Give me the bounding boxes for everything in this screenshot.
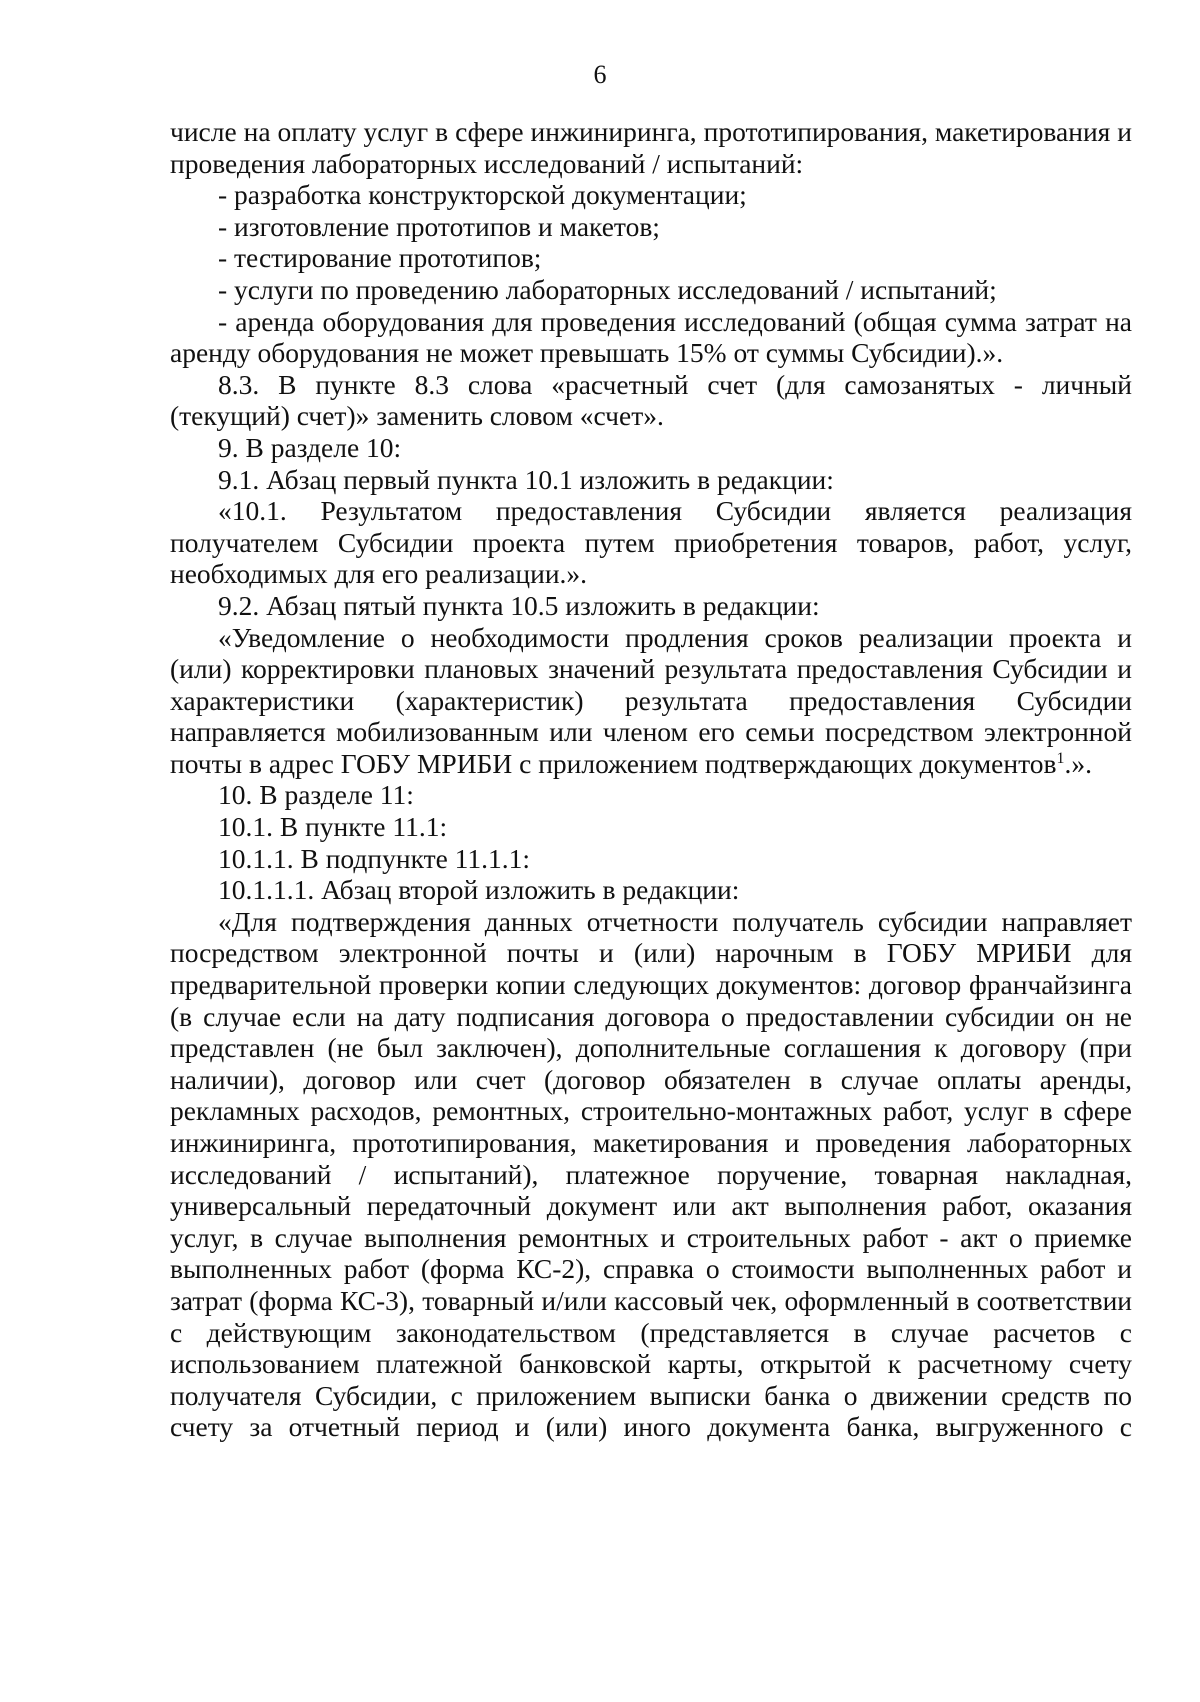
quote-10-1: «10.1. Результатом предоставления Субсидии является реализация получателем Субсидии проекта путем приобретения товаров, работ, услуг, необходимых для его реализации.».	[170, 495, 1132, 590]
paragraph-9-1: 9.1. Абзац первый пункта 10.1 изложить в редакции:	[218, 463, 834, 495]
footnote-mark: 1	[1056, 749, 1065, 767]
paragraph-8-3: 8.3. В пункте 8.3 слова «расчетный счет (для самозанятых - личный (текущий) счет)» заменить словом «счет».	[170, 368, 1132, 432]
list-item: - тестирование прототипов;	[218, 242, 542, 274]
list-item: - услуги по проведению лабораторных исследований / испытаний;	[218, 273, 997, 305]
paragraph-10-1-1-1: 10.1.1.1. Абзац второй изложить в редакции:	[218, 874, 740, 906]
quote-reporting-documents: «Для подтверждения данных отчетности получатель субсидии направляет посредством электронной почты и (или) нарочным в ГОБУ МРИБИ для предварительной проверки копии следующих документов: договор франчайзинга (в случае если на дату подписания договора о предоставлении субсидии он не представлен (не был заключен), дополнительные соглашения к договору (при наличии), договор или счет (договор обязателен в случае оплаты аренды, рекламных расходов, ремонтных, строительно-монтажных работ, услуг в сфере инжиниринга, прототипирования, макетирования и проведения лабораторных исследований / испытаний), платежное поручение, товарная накладная, универсальный передаточный документ или акт выполнения работ, оказания услуг, в случае выполнения ремонтных и строительных работ - акт о приемке выполненных работ (форма КС-2), справка о стоимости выполненных работ и затрат (форма КС-3), товарный и/или кассовый чек, оформленный в соответствии с действующим законодательством (представляется в случае расчетов с использованием платежной банковской карты, открытой к расчетному счету получателя Субсидии, с приложением выписки банка о движении средств по счету за отчетный период и (или) иного документа банка, выгруженного с	[170, 905, 1132, 1443]
paragraph-continuation: числе на оплату услуг в сфере инжиниринга, прототипирования, макетирования и проведения лабораторных исследований / испытаний:	[170, 116, 1132, 179]
quote-10-5	[170, 622, 1132, 780]
document-body	[170, 116, 1132, 1443]
list-item: - изготовление прототипов и макетов;	[218, 210, 660, 242]
paragraph-9: 9. В разделе 10:	[218, 431, 402, 463]
page-number: 6	[593, 60, 607, 89]
list-item: - аренда оборудования для проведения исследований (общая сумма затрат на аренду оборудования не может превышать 15% от суммы Субсидии).».	[170, 305, 1132, 369]
paragraph-9-2: 9.2. Абзац пятый пункта 10.5 изложить в редакции:	[218, 589, 820, 621]
quote-10-5-end: .».	[1064, 747, 1092, 779]
list-item: - разработка конструкторской документации;	[218, 179, 747, 211]
paragraph-10: 10. В разделе 11:	[218, 779, 414, 811]
quote-10-5-text: «Уведомление о необходимости продления сроков реализации проекта и (или) корректировки плановых значений результата предоставления Субсидии и характеристики (характеристик) результата предоставления Субсидии направляется мобилизованным или членом его семьи посредством электронной почты в адрес ГОБУ МРИБИ с приложением подтверждающих документов	[170, 621, 1132, 779]
paragraph-10-1-1: 10.1.1. В подпункте 11.1.1:	[218, 842, 531, 874]
paragraph-10-1: 10.1. В пункте 11.1:	[218, 811, 448, 843]
